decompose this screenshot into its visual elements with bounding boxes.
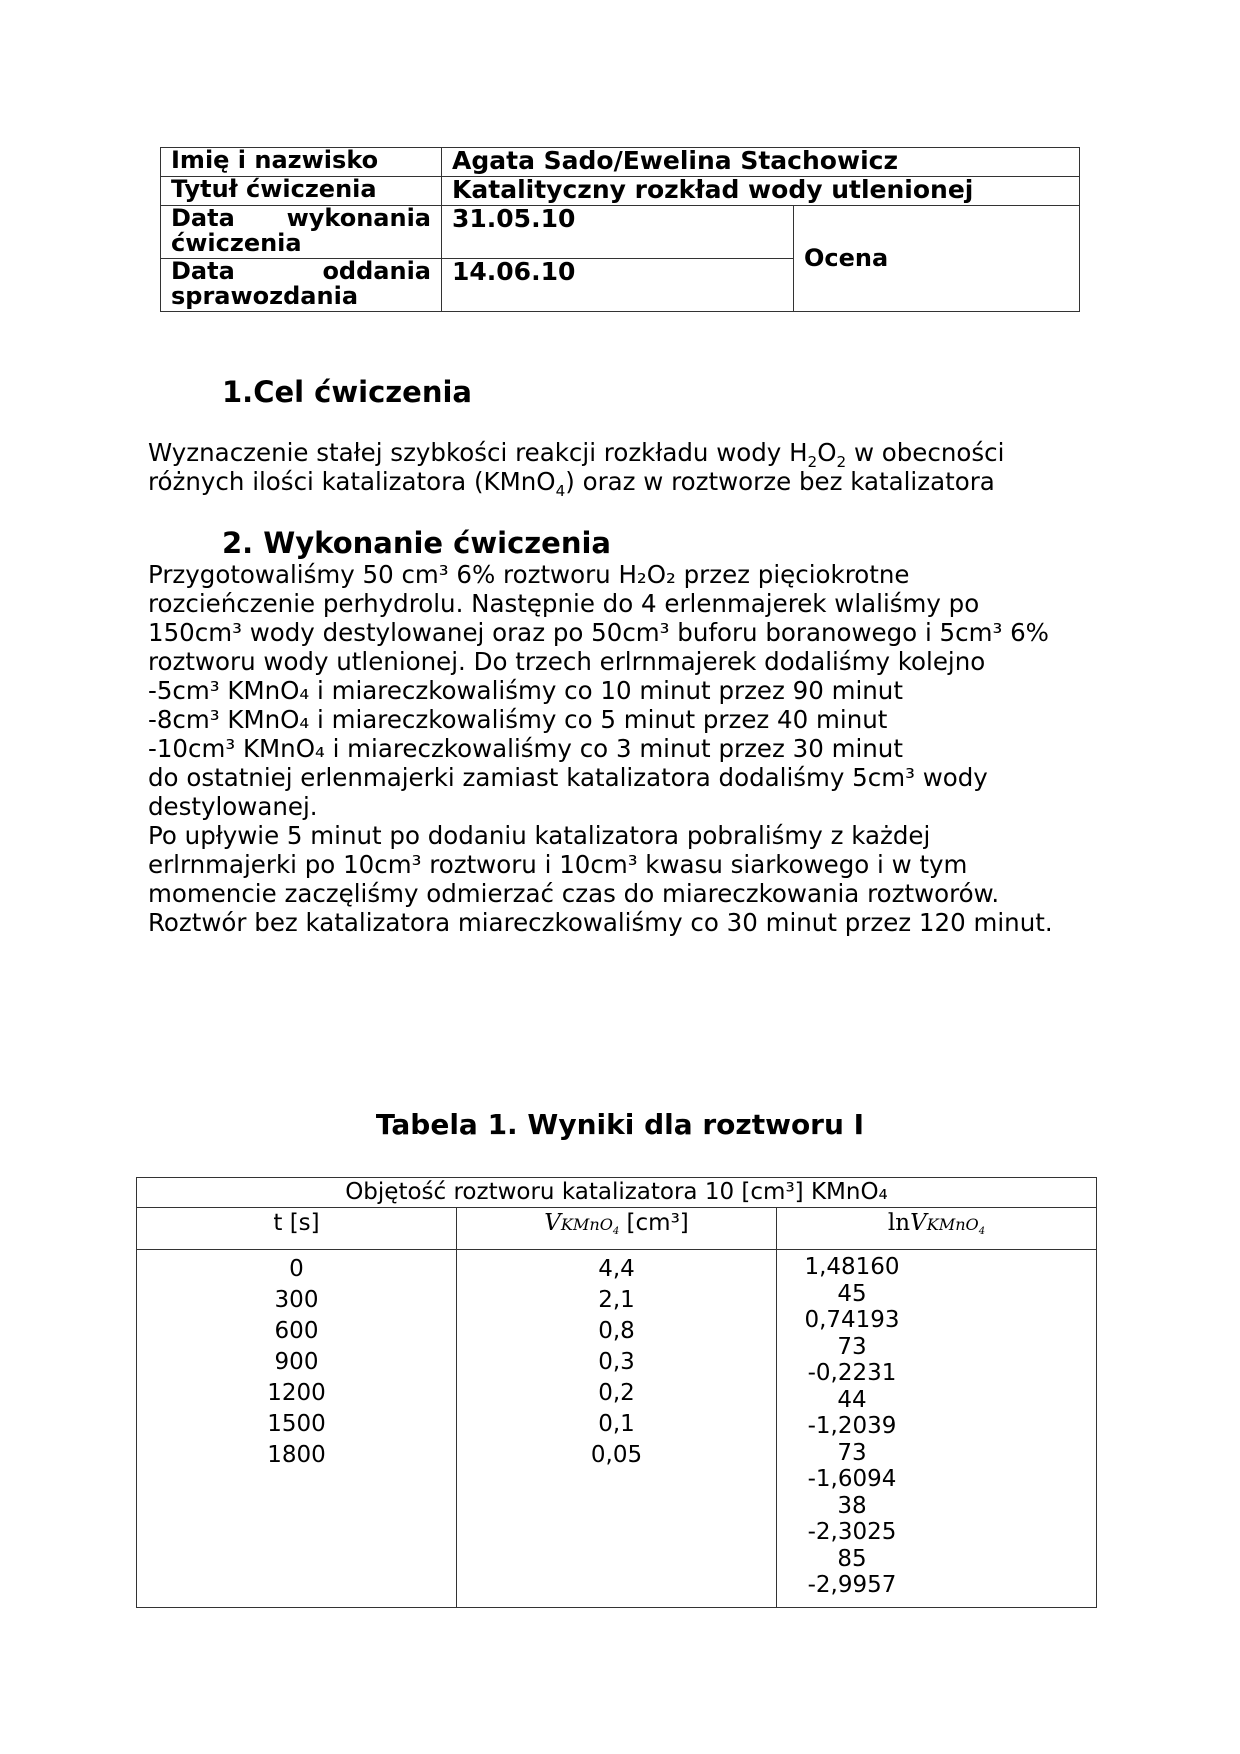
header-info-table — [160, 147, 1080, 312]
done-date-value: 31.05.10 — [442, 206, 794, 259]
table-cell: 1500 — [267, 1411, 326, 1437]
title-label: Tytuł ćwiczenia — [161, 177, 442, 206]
table-cell: 0 — [289, 1256, 304, 1282]
table-cell: 300 — [274, 1287, 319, 1313]
exec-line: erlrnmajerki po 10cm³ roztworu i 10cm³ kwasu siarkowego i w tym — [148, 850, 968, 879]
table-cell: 0,8 — [598, 1318, 635, 1344]
grade-label: Ocena — [794, 206, 1080, 312]
table-title: Tabela 1. Wyniki dla roztworu I — [375, 1108, 865, 1141]
table-caption: Objętość roztworu katalizatora 10 [cm³] KMnO₄ — [137, 1178, 1097, 1208]
table-cell: 73 — [837, 1439, 867, 1466]
exec-line: momencie zaczęliśmy odmierzać czas do miareczkowania roztworów. — [148, 879, 1000, 908]
exec-line: roztworu wody utlenionej. Do trzech erlrnmajerek dodaliśmy kolejno — [148, 647, 986, 676]
title-value: Katalityczny rozkład wody utlenionej — [442, 177, 1080, 206]
done-date-label: Data wykonania ćwiczenia — [161, 206, 442, 259]
exec-line: -5cm³ KMnO₄ i miareczkowaliśmy co 10 minut przez 90 minut — [148, 676, 903, 705]
table-cell: 0,3 — [598, 1349, 635, 1375]
name-value: Agata Sado/Ewelina Stachowicz — [442, 148, 1080, 177]
name-label: Imię i nazwisko — [161, 148, 442, 177]
execution-heading: 2. Wykonanie ćwiczenia — [222, 526, 611, 560]
table-cell: 38 — [837, 1492, 867, 1519]
table-cell: -0,2231 — [807, 1360, 897, 1386]
table-cell: -1,2039 — [807, 1413, 897, 1439]
table-cell: 0,1 — [598, 1411, 635, 1437]
table-cell: 2,1 — [598, 1287, 635, 1313]
goal-heading: 1.Cel ćwiczenia — [222, 375, 472, 409]
execution-text — [148, 560, 1053, 937]
exec-line: rozcieńczenie perhydrolu. Następnie do 4 erlenmajerek wlaliśmy po — [148, 589, 980, 618]
goal-text: Wyznaczenie stałej szybkości reakcji rozkładu wody $H_2O_2$ w obecności różnych ilości katalizatora (KMnO$_4$) oraz w roztworze bez katalizatora — [148, 438, 1005, 500]
column-header-ln-volume: lnVKMnO$_4$ — [777, 1208, 1097, 1250]
table-cell: 45 — [837, 1280, 867, 1307]
exec-line: Roztwór bez katalizatora miareczkowaliśmy co 30 minut przez 120 minut. — [148, 908, 1053, 937]
exec-line: -8cm³ KMnO₄ i miareczkowaliśmy co 5 minut przez 40 minut — [148, 705, 888, 734]
table-cell: 900 — [274, 1349, 319, 1375]
column-header-volume: VKMnO$_4$ [cm³] — [457, 1208, 777, 1250]
exec-line: Przygotowaliśmy 50 cm³ 6% roztworu H₂O₂ przez pięciokrotne — [148, 560, 910, 589]
column-header-time: t [s] — [137, 1208, 457, 1250]
exec-line: destylowanej. — [148, 792, 318, 821]
exec-line: do ostatniej erlenmajerki zamiast katalizatora dodaliśmy 5cm³ wody — [148, 763, 988, 792]
report-date-label: Data oddania sprawozdania — [161, 259, 442, 312]
time-column — [137, 1250, 457, 1608]
table-cell: 73 — [837, 1333, 867, 1360]
table-cell: -1,6094 — [807, 1466, 897, 1492]
table-cell: 85 — [837, 1545, 867, 1572]
table-cell: 1800 — [267, 1442, 326, 1468]
table-cell: 1200 — [267, 1380, 326, 1406]
table-cell: 0,74193 — [804, 1307, 900, 1333]
exec-line: 150cm³ wody destylowanej oraz po 50cm³ buforu boranowego i 5cm³ 6% — [148, 618, 1049, 647]
table-cell: 0,2 — [598, 1380, 635, 1406]
table-cell: 600 — [274, 1318, 319, 1344]
ln-volume-column — [777, 1250, 1097, 1608]
table-cell: 0,05 — [590, 1442, 643, 1468]
table-cell: -2,3025 — [807, 1519, 897, 1545]
exec-line: -10cm³ KMnO₄ i miareczkowaliśmy co 3 minut przez 30 minut — [148, 734, 903, 763]
table-cell: 44 — [837, 1386, 867, 1413]
volume-column — [457, 1250, 777, 1608]
report-date-value: 14.06.10 — [442, 259, 794, 312]
table-cell: -2,9957 — [807, 1572, 897, 1598]
table-cell: 1,48160 — [804, 1254, 900, 1280]
exec-line: Po upływie 5 minut po dodaniu katalizatora pobraliśmy z każdej — [148, 821, 931, 850]
table-cell: 4,4 — [598, 1256, 635, 1282]
results-table — [136, 1177, 1097, 1608]
